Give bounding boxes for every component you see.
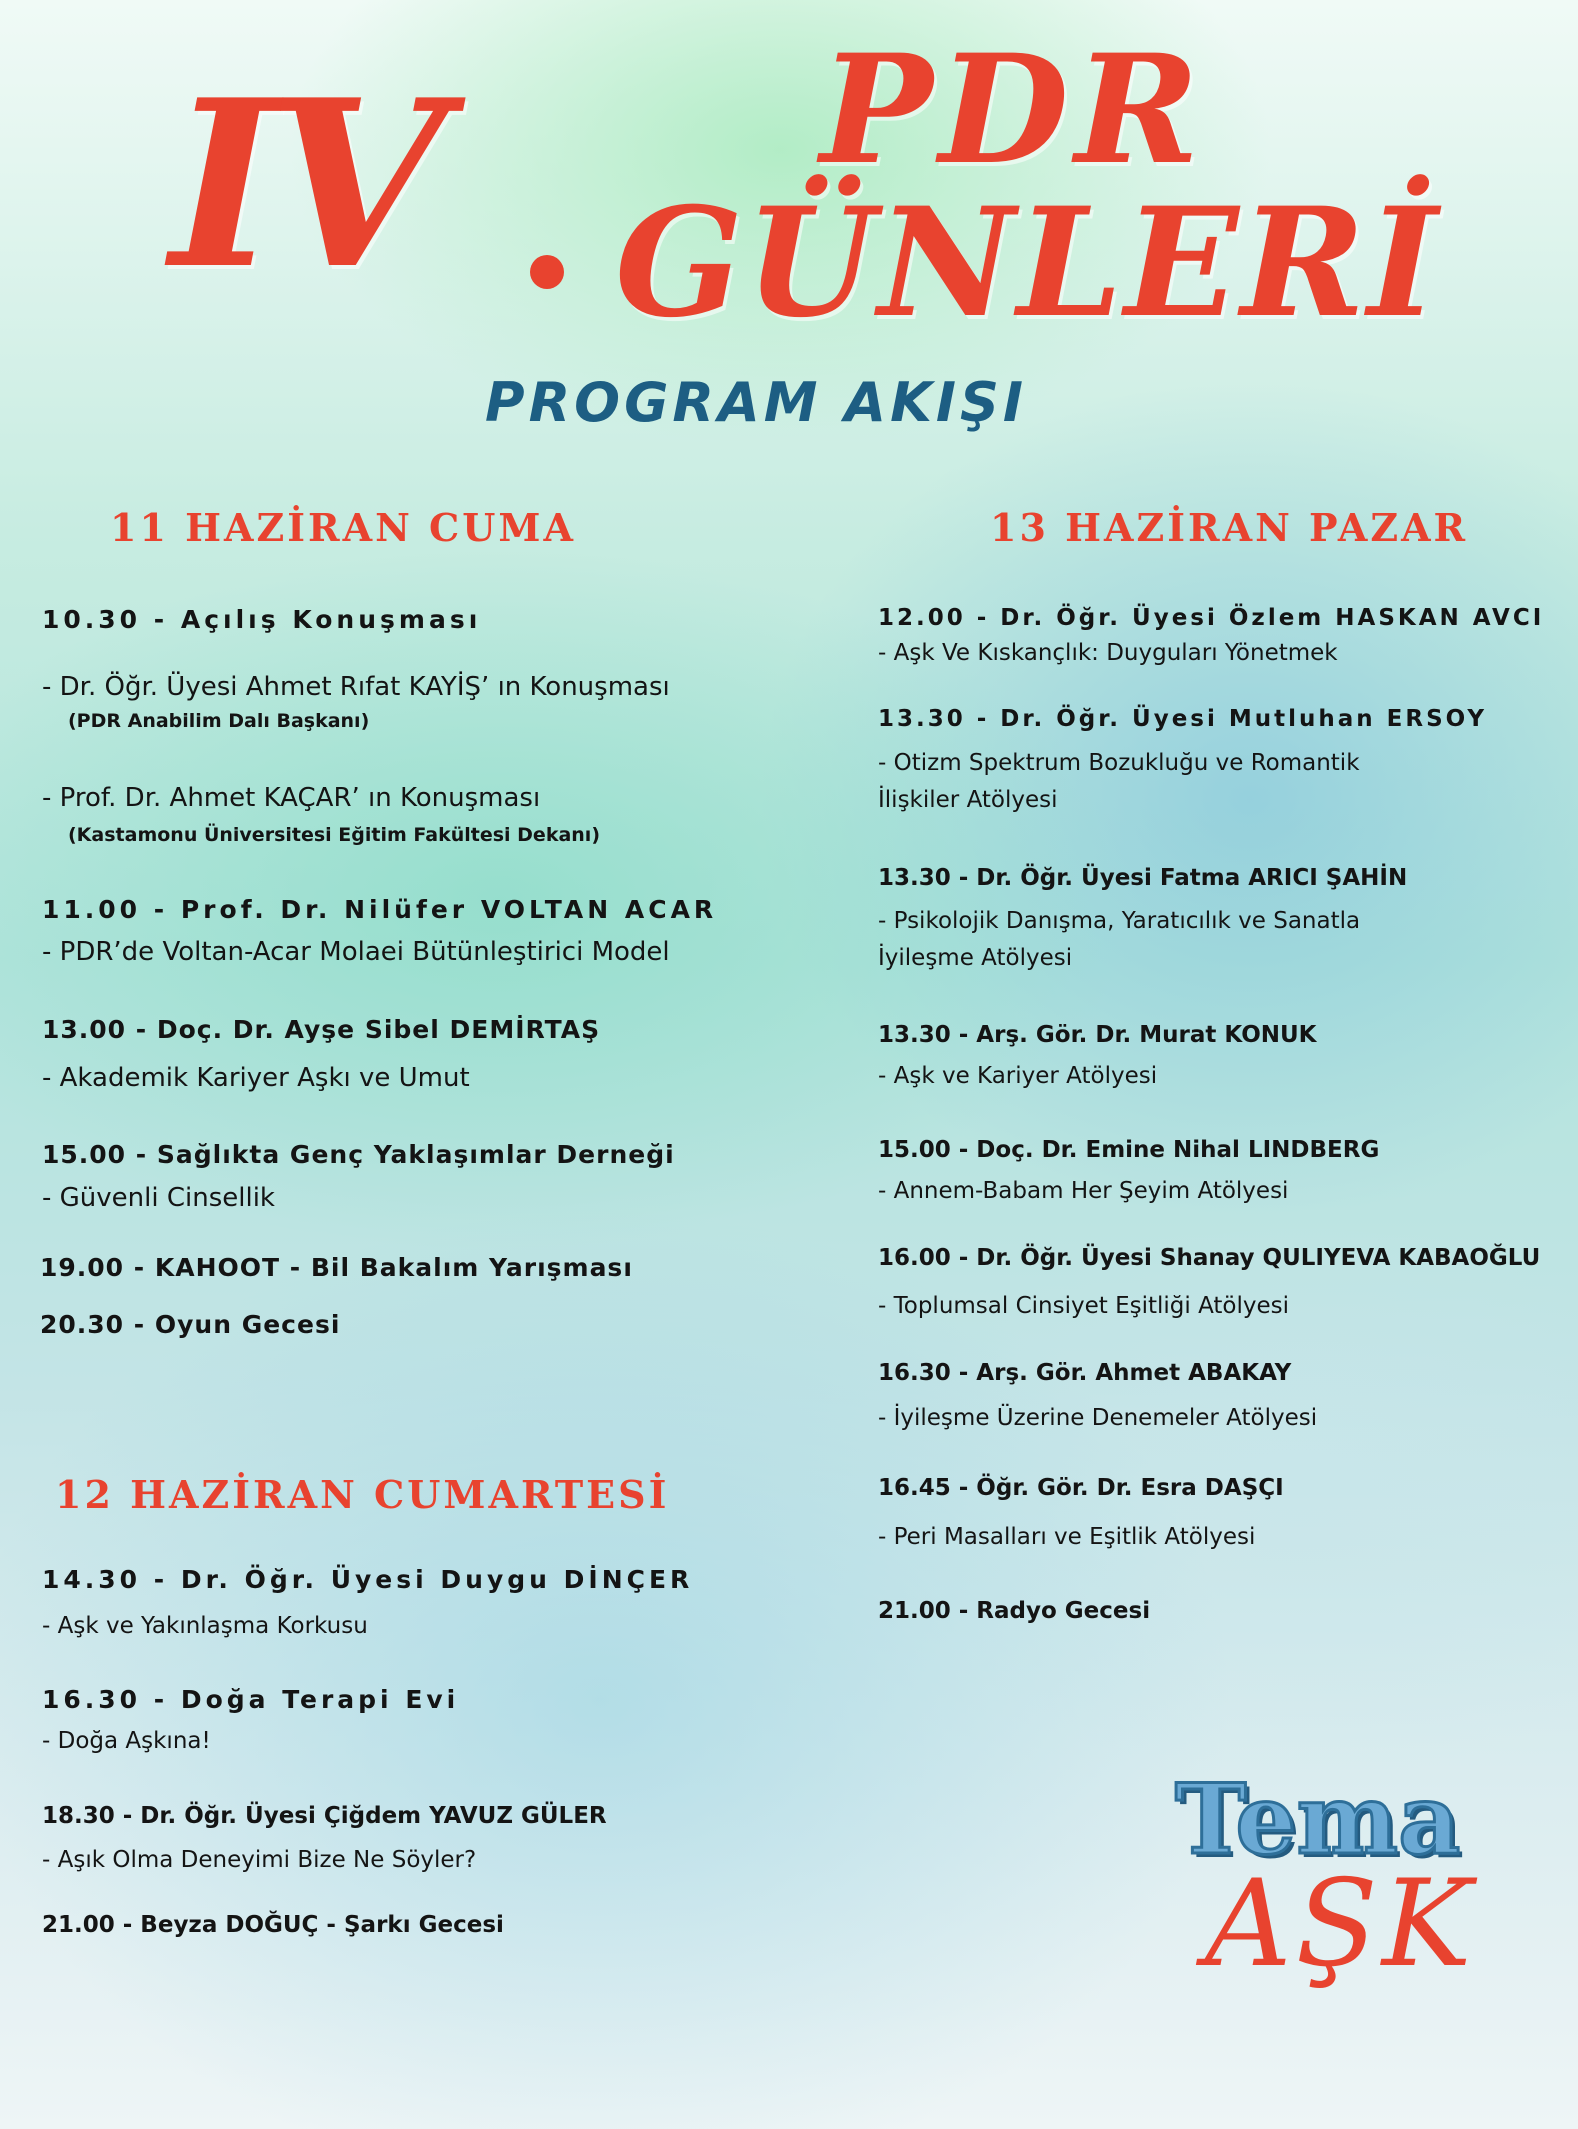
day3-item: - Aşk ve Kariyer Atölyesi: [878, 1063, 1158, 1089]
day1-item: 15.00 - Sağlıkta Genç Yaklaşımlar Derneği: [42, 1140, 675, 1169]
day1-item: 20.30 - Oyun Gecesi: [40, 1310, 341, 1339]
day1-item: - Prof. Dr. Ahmet KAÇAR’ ın Konuşması: [42, 783, 541, 813]
day3-item: 15.00 - Doç. Dr. Emine Nihal LINDBERG: [878, 1137, 1380, 1163]
day1-item-note: (Kastamonu Üniversitesi Eğitim Fakültesi Dekanı): [68, 824, 600, 846]
day3-item: - Toplumsal Cinsiyet Eşitliği Atölyesi: [878, 1293, 1290, 1319]
theme-ask-label: AŞK: [1205, 1855, 1476, 1994]
day2-item: - Aşık Olma Deneyimi Bize Ne Söyler?: [42, 1847, 477, 1873]
day3-item: 16.30 - Arş. Gör. Ahmet ABAKAY: [878, 1360, 1292, 1386]
day1-item: - Güvenli Cinsellik: [42, 1183, 275, 1213]
day3-item: - Annem-Babam Her Şeyim Atölyesi: [878, 1178, 1289, 1204]
day2-item: 16.30 - Doğa Terapi Evi: [42, 1685, 460, 1714]
day2-item: - Aşk ve Yakınlaşma Korkusu: [42, 1613, 368, 1639]
day1-item: 13.00 - Doç. Dr. Ayşe Sibel DEMİRTAŞ: [42, 1015, 601, 1044]
theme-tema-label: Tema: [1175, 1763, 1461, 1876]
day3-item: - Peri Masalları ve Eşitlik Atölyesi: [878, 1524, 1256, 1550]
day3-item: - Otizm Spektrum Bozukluğu ve Romantik: [878, 750, 1360, 776]
day2-item: 14.30 - Dr. Öğr. Üyesi Duygu DİNÇER: [42, 1565, 694, 1594]
day2-title: 12 HAZİRAN CUMARTESİ: [55, 1472, 670, 1517]
gunleri-title: GÜNLERİ: [615, 175, 1440, 351]
day3-item: 13.30 - Dr. Öğr. Üyesi Mutluhan ERSOY: [878, 706, 1488, 732]
day2-item: - Doğa Aşkına!: [42, 1728, 211, 1754]
pdr-title: PDR: [820, 22, 1206, 198]
day1-item: 11.00 - Prof. Dr. Nilüfer VOLTAN ACAR: [42, 895, 718, 924]
day2-item: 18.30 - Dr. Öğr. Üyesi Çiğdem YAVUZ GÜLER: [42, 1803, 607, 1829]
roman-numeral-title: IV: [170, 50, 437, 320]
day3-item: 16.45 - Öğr. Gör. Dr. Esra DAŞÇI: [878, 1475, 1284, 1501]
day3-item: - Aşk Ve Kıskançlık: Duyguları Yönetmek: [878, 640, 1338, 666]
day3-item: İlişkiler Atölyesi: [878, 787, 1058, 813]
day3-item: - Psikolojik Danışma, Yaratıcılık ve Sanatla: [878, 908, 1361, 934]
day1-item: - Akademik Kariyer Aşkı ve Umut: [42, 1063, 470, 1093]
day1-item: - PDR’de Voltan-Acar Molaei Bütünleştirici Model: [42, 937, 670, 967]
day3-item: - İyileşme Üzerine Denemeler Atölyesi: [878, 1405, 1318, 1431]
day3-item: 21.00 - Radyo Gecesi: [878, 1598, 1151, 1624]
day1-item: 10.30 - Açılış Konuşması: [42, 605, 482, 634]
day1-item-note: (PDR Anabilim Dalı Başkanı): [68, 710, 370, 732]
day2-item: 21.00 - Beyza DOĞUÇ - Şarkı Gecesi: [42, 1912, 504, 1938]
day3-item: 13.30 - Dr. Öğr. Üyesi Fatma ARICI ŞAHİN: [878, 865, 1408, 891]
day3-item: 13.30 - Arş. Gör. Dr. Murat KONUK: [878, 1022, 1317, 1048]
day3-item: 16.00 - Dr. Öğr. Üyesi Shanay QULIYEVA KABAOĞLU: [878, 1245, 1541, 1271]
day1-item: 19.00 - KAHOOT - Bil Bakalım Yarışması: [40, 1253, 633, 1282]
day3-item: İyileşme Atölyesi: [878, 945, 1073, 971]
title-dot: [530, 255, 564, 289]
day1-title: 11 HAZİRAN CUMA: [110, 505, 576, 550]
day3-item: 12.00 - Dr. Öğr. Üyesi Özlem HASKAN AVCI: [878, 605, 1545, 631]
day1-item: - Dr. Öğr. Üyesi Ahmet Rıfat KAYİŞ’ ın Konuşması: [42, 672, 670, 702]
program-subtitle: PROGRAM AKIŞI: [485, 371, 1028, 434]
day3-title: 13 HAZİRAN PAZAR: [990, 505, 1469, 550]
